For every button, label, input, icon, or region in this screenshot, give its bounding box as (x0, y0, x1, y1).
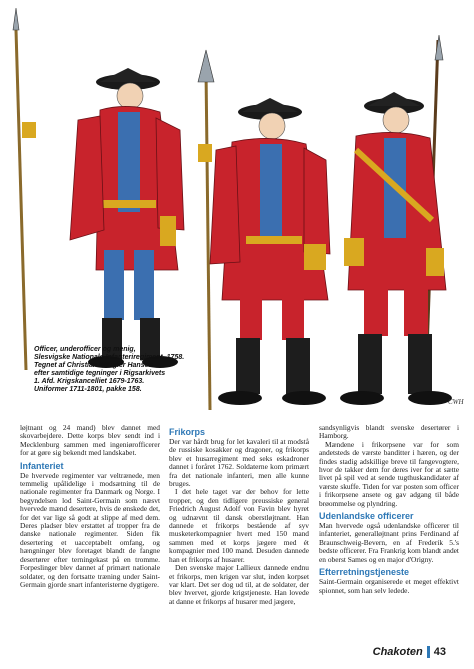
paragraph: Man hvervede også udenlandske officerer til infanteriet, generalløjtnant prins Ferdinand af Braunschweig-Bevern, en af Frederik 5.'s bedste officerer. Fra Frankrig kom blandt andet en oberst Sames og en major d'Origny. (319, 521, 459, 564)
article-body (20, 424, 460, 650)
caption-line: 1. Afd. Krigskancelliet 1679-1763. (34, 378, 145, 385)
caption-line: Uniformer 1711-1801, pakke 158. (34, 386, 142, 393)
officer-figure (22, 68, 184, 368)
footer-divider (427, 646, 430, 658)
section-heading: Frikorps (169, 427, 206, 437)
paragraph: Saint-Germain organiserede et meget effektivt spionnet, som han selv ledede. (319, 577, 459, 595)
column-3 (319, 424, 459, 595)
column-1 (20, 424, 160, 589)
magazine-name: Chakoten (372, 646, 423, 658)
section-heading: Infanteriet (20, 460, 64, 471)
artist-signature: CWH (448, 398, 464, 406)
paragraph: Den svenske major Lallieux dannede endnu et frikorps, men krigen var slut, inden korpset var klart. Det ser dog ud til, at de soldater, der blev hvervet, gjorde krigstjeneste. Han lovede at danne et frikorps af husarer med jægere, (169, 563, 309, 606)
caption-line: efter samtidige tegninger i Rigsarkivets (34, 370, 166, 377)
paragraph: sandsynligvis blandt svenske desertører i Hamborg. (319, 424, 459, 441)
section-heading: Udenlandske officerer (319, 511, 414, 522)
paragraph: løjtnant og 24 mand) blev dannet med skovarbejdere. Dette korps blev sendt ind i Mecklenburg sammen med ingeniørofficerer for at gøre sig bekendt med landskabet. (20, 424, 160, 458)
column-2 (169, 424, 309, 606)
paragraph: I det hele taget var der behov for lette tropper, og den tidligere preussiske general Friedrich August Adolf von Favin blev hyret og udnævnt til dansk oberstløjtnant. Han dannede et frikorps bestående af syv musketerkompagnier hvert med 150 mand sammen med et korps jægere med ét kompagnier med 100 mand. Desuden dannede han et frikorps af husarer. (169, 487, 309, 564)
section-heading: Efterretningstjeneste (319, 567, 410, 578)
illustration-caption (34, 346, 234, 394)
page-footer (373, 646, 446, 658)
caption-line: Slesvigske Nationale Infanteriregiment, 1758. (34, 354, 185, 361)
paragraph: Der var hårdt brug for let kavaleri til at modstå de russiske kosakker og dragoner, og frikorps blev et husarregiment med seks eskadroner dannet i foråret 1762. Soldaterne kom primært fra det nationale infanteri, men alle kunne bruges. (169, 437, 309, 489)
paragraph: De hvervede regimenter var veltrænede, men temmelig upålidelige i modsætning til de nationale regimenter fra Danmark og Norge. I begyndelsen lod Saint-Germain som næsvt hvervede mænd desertere, hvis de ønskede det, for det var lige så godt at slippe af med dem. Deres pladser blev erstattet af tropper fra de danske nationale regimenter. Siden fik desertering et uacceptabelt omfang, og hængninger blev foretaget blandt de fangne desertører efter terningekast på en tromme. Forpeslinger blev dannet af primært nationale soldater, og den fortsatte træning under Saint-Germain gjorde snart infanteristerne dygtigere. (20, 470, 160, 589)
caption-line: Officer, underofficer og menig, (34, 346, 136, 353)
caption-line: Tegnet af Christian Würgler Hansen (34, 362, 153, 369)
paragraph: Mændene i frikorpsene var for som andetsteds de værste banditter i hæren, og der findes stadig adskillige breve til fangevogtere, hvor de takker dem for deres iver for at sætte livet på spil ved at sende tugthuskandidater af værste skuffe. Tiden for var posten som officer i frikorpsene ansete og gav adgang til både brøommelse og plyndring. (319, 439, 459, 508)
page-number: 43 (433, 646, 446, 658)
